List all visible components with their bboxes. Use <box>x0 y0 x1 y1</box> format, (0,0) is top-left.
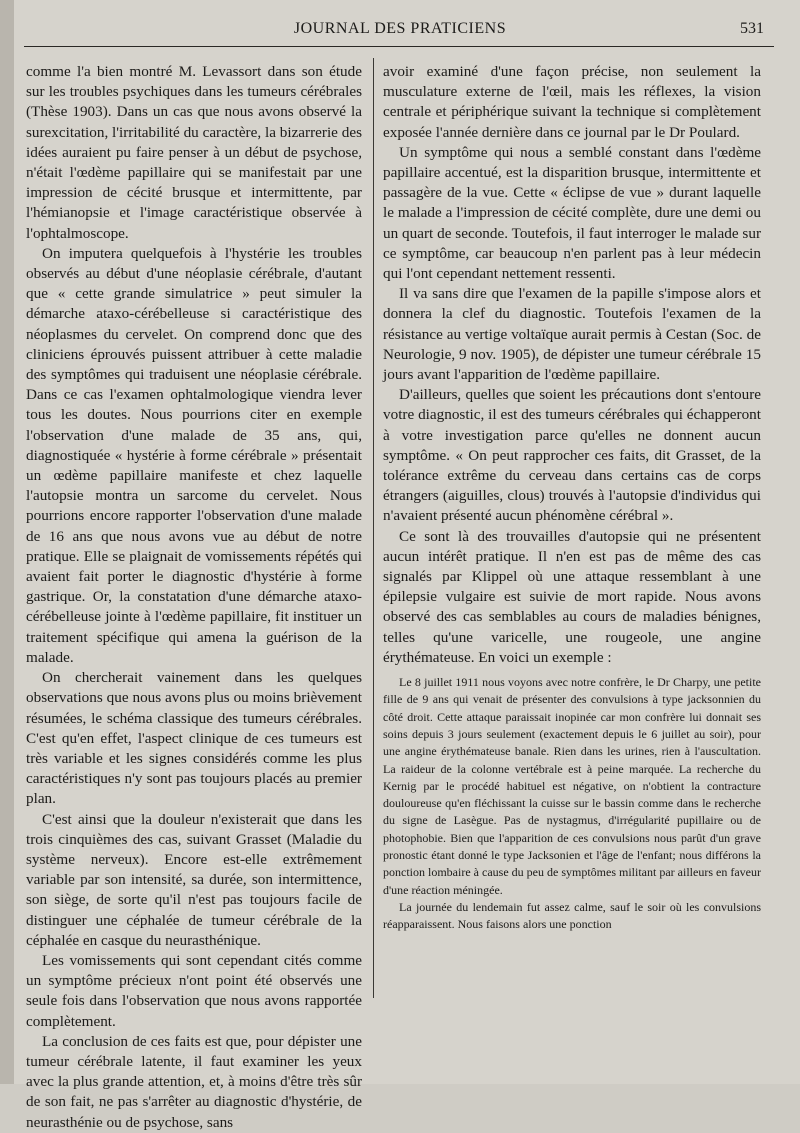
header-rule <box>24 46 774 47</box>
paragraph: On chercherait vainement dans les quelques observations que nous avons plus ou moins brièvement résumées, le schéma classique des tumeurs cérébrales. C'est qu'en effet, l'aspect clinique de ces tumeurs est très variable et les signes considérés comme les plus caractéristiques n'y sont pas toujours placés au premier plan. <box>26 669 362 808</box>
page-number: 531 <box>740 20 764 37</box>
left-column <box>26 62 362 1133</box>
paragraph: Les vomissements qui sont cependant cités comme un symptôme précieux n'ont point été observés une seule fois dans l'observation que nous avons rapportée complètement. <box>26 951 362 1030</box>
case-report-paragraph: La journée du lendemain fut assez calme, sauf le soir où les convulsions réapparaissent. Nous faisons alors une ponction <box>383 899 761 932</box>
running-title: JOURNAL DES PRATICIENS <box>293 20 507 37</box>
case-report-paragraph: Le 8 juillet 1911 nous voyons avec notre confrère, le Dr Charpy, une petite fille de 9 ans qui venait de présenter des convulsions à type jacksonnien du côté droit. Cette attaque paraissait inopinée car mon confrère lui donnait ses soins depuis 3 jours seulement (exactement depuis le 6 juillet au soir), pour une angine érythémateuse banale. Rien dans les urines, rien à l'auscultation. La raideur de la colonne vertébrale est à peine marquée. La recherche du Kernig par le procédé habituel est négative, on n'obtient la contracture douloureuse qu'en fléchissant la cuisse sur le bassin comme dans le recherche du signe de Lasègue. Pas de nystagmus, d'irrégularité pupillaire ou de photophobie. Bien que l'apparition de ces convulsions nous parût d'un grave pronostic étant donné le type Jacksonien et l'âge de l'enfant; nous différons la ponction lombaire à cause du peu de symptômes militant par ailleurs en faveur d'une réaction méningée. <box>383 675 761 897</box>
paragraph: On imputera quelquefois à l'hystérie les troubles observés au début d'une néoplasie cérébrale, d'autant que « cette grande simulatrice » peut simuler la démarche ataxo-cérébelleuse si caractéristique des néoplasmes du cervelet. On comprend donc que des cliniciens éprouvés puissent attribuer à cette maladie des symptômes qui traduisent une néoplasie cérébrale. Dans ce cas l'examen ophtalmologique viendra lever tous les doutes. Nous pourrions citer en exemple l'observation d'une malade de 35 ans, qui, diagnostiquée « hystérie à forme cérébrale » présentait un œdème papillaire manifeste et chez laquelle l'autopsie montra un sarcome du cervelet. Nous pourrions encore rapporter l'observation d'une malade de 16 ans que nous avons vue au début de notre pratique. Elle se plaignait de vomissements répétés qui avaient fait porter le diagnostic d'hystérie à forme gastrique. Or, la constatation d'une démarche ataxo-cérébelleuse jointe à l'œdème papillaire, fit instituer un traitement spécifique qui amena la guérison de la malade. <box>26 244 362 666</box>
right-column <box>383 62 761 934</box>
paragraph: Il va sans dire que l'examen de la papille s'impose alors et donnera la clef du diagnostic. Toutefois l'examen de la résistance au vertige voltaïque aurait permis à Cestan (Soc. de Neurologie, 9 nov. 1905), de dépister une tumeur cérébrale 15 jours avant l'apparition de l'œdème papillaire. <box>383 285 761 384</box>
paragraph: La conclusion de ces faits est que, pour dépister une tumeur cérébrale latente, il faut examiner les yeux avec la plus grande attention, et, à moins d'être très sûr de son fait, ne pas s'arrêter au diagnostic d'hystérie, de neurasthénie ou de psychose, sans <box>26 1032 362 1131</box>
column-divider <box>373 58 374 998</box>
paragraph: C'est ainsi que la douleur n'existerait que dans les trois cinquièmes des cas, suivant Grasset (Maladie du système nerveux). Encore est-elle extrêmement variable par son intensité, sa durée, son intermittence, son siège, de sorte qu'il n'est pas toujours facile de distinguer une céphalée de tumeur cérébrale de la céphalée en casque du neurasthénique. <box>26 810 362 949</box>
paragraph: Un symptôme qui nous a semblé constant dans l'œdème papillaire accentué, est la disparition brusque, intermittente et passagère de la vue. Cette « éclipse de vue » durant laquelle le malade a l'impression de cécité complète, dure une demi ou un quart de seconde. Toutefois, il faut interroger le malade sur ce symptôme, car beaucoup n'en parlent pas à leur médecin qui l'ont cependant nettement ressenti. <box>383 143 761 283</box>
paragraph: comme l'a bien montré M. Levassort dans son étude sur les troubles psychiques dans les tumeurs cérébrales (Thèse 1903). Dans un cas que nous avons observé la surexcitation, l'irritabilité du caractère, la bizarrerie des idées auraient pu faire penser à un début de psychose, n'était l'œdème papillaire qui se manifestait par une impression de cécité brusque et intermittente, par l'hémianopsie et l'image caractéristique observée à l'ophtalmoscope. <box>26 63 362 242</box>
paragraph: Ce sont là des trouvailles d'autopsie qui ne présentent aucun intérêt pratique. Il n'en est pas de même des cas signalés par Klippel où une attaque ressemblant à une épilepsie vulgaire est suivie de mort rapide. Nous avons observé des cas semblables au cours de maladies bénignes, telles qu'une varicelle, une rougeole, une angine érythémateuse. En voici un exemple : <box>383 527 761 666</box>
paragraph: D'ailleurs, quelles que soient les précautions dont s'entoure votre diagnostic, il est des tumeurs cérébrales qui échapperont à votre investigation parce qu'elles ne donnent aucun symptôme. « On peut rapprocher ces faits, dit Grasset, de la tolérance extrême du cerveau dans certains cas de corps étrangers (aiguilles, clous) trouvés à l'autopsie d'individus qui n'avaient présenté aucun phénomène cérébral ». <box>383 386 761 525</box>
paragraph: avoir examiné d'une façon précise, non seulement la musculature externe de l'œil, mais les réflexes, la vision centrale et périphérique suivant la technique si complètement exposée l'année dernière dans ce journal par le Dr Poulard. <box>383 63 761 141</box>
